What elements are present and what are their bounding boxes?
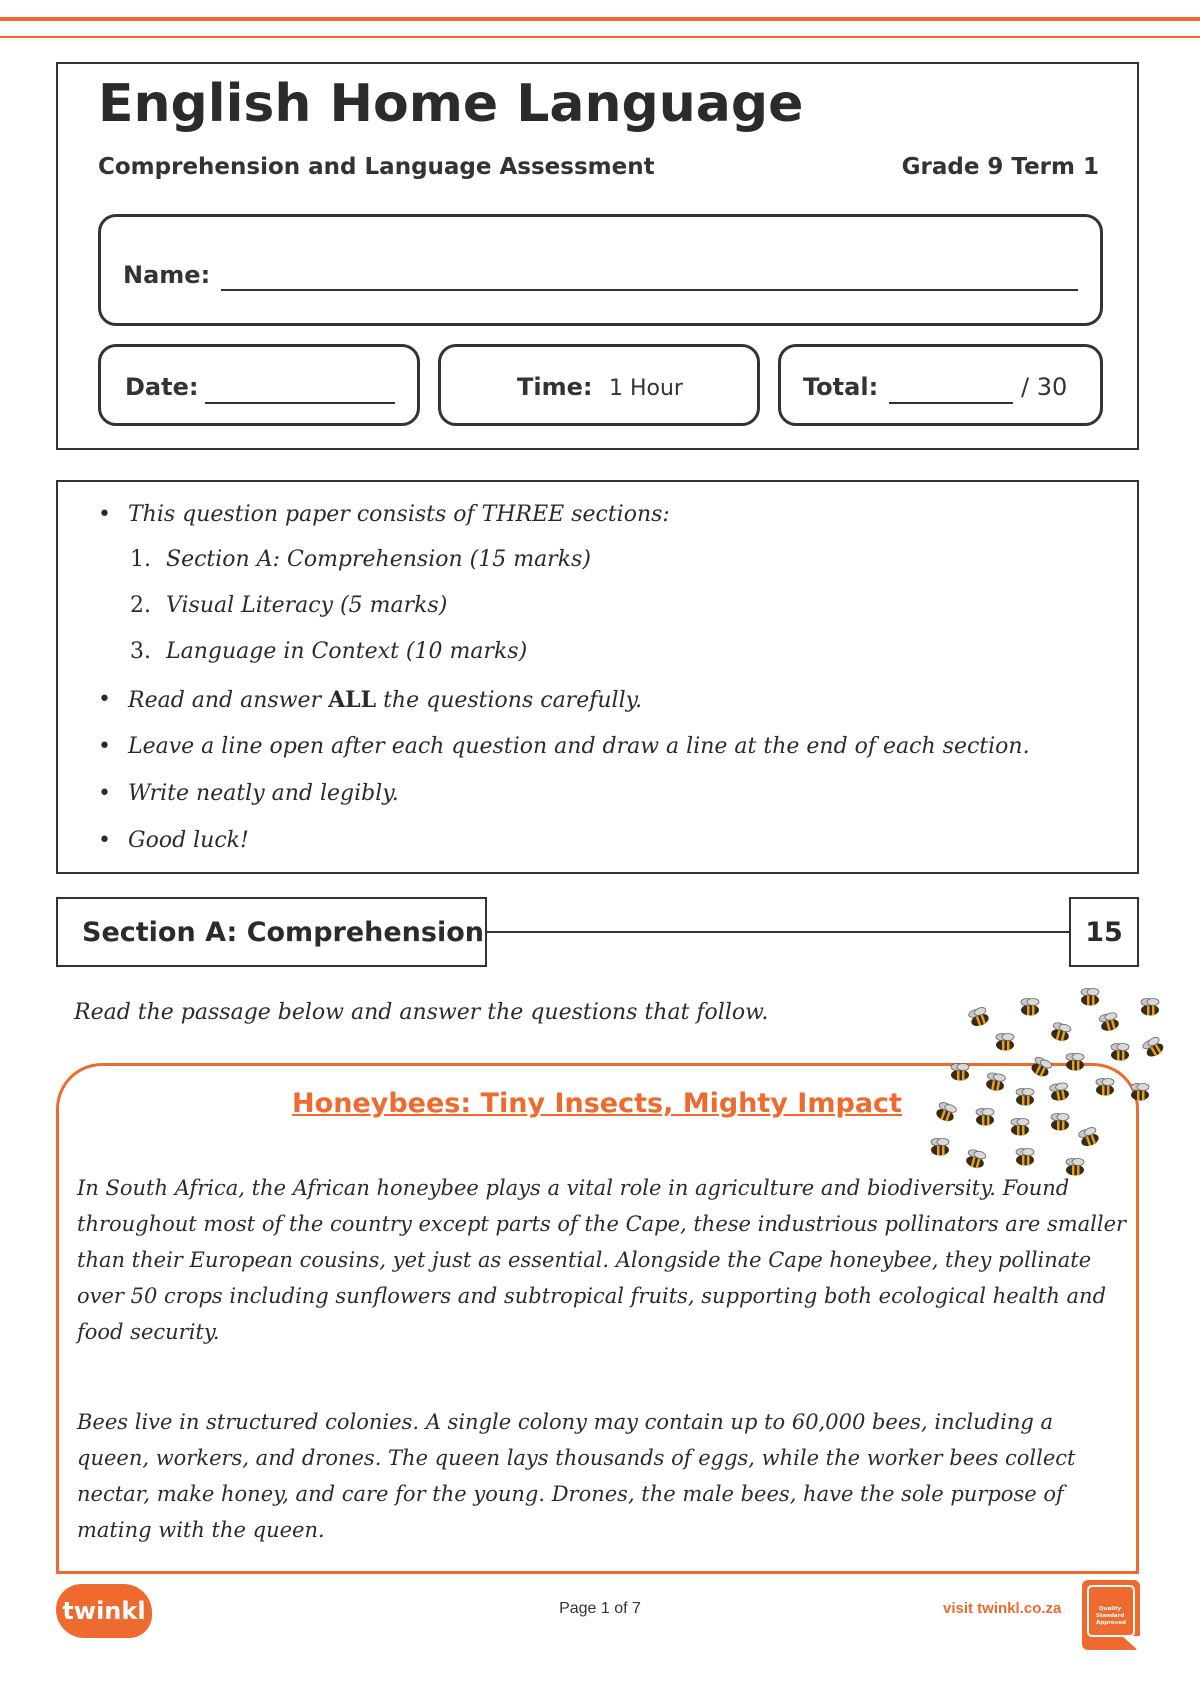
bee-swarm-illustration [900, 980, 1180, 1190]
instruction-text: Leave a line open after each question and draw a line at the end of each section. [128, 734, 1030, 759]
read-text-post: the questions carefully. [376, 688, 643, 713]
top-accent-line-thin [0, 36, 1200, 38]
time-value: 1 Hour [609, 376, 683, 401]
name-field[interactable] [98, 214, 1103, 326]
bullet: • [98, 781, 111, 806]
quality-badge-icon [1078, 1578, 1146, 1654]
section-number: 3. [130, 639, 151, 664]
twinkl-logo[interactable]: twinkl [56, 1584, 152, 1638]
section-a-title: Section A: Comprehension [56, 897, 487, 967]
time-field [438, 344, 760, 426]
date-write-line[interactable] [205, 402, 395, 404]
read-text-bold: ALL [328, 687, 377, 713]
section-number: 2. [130, 593, 151, 618]
section-text: Language in Context (10 marks) [166, 639, 528, 664]
bullet: • [98, 502, 111, 527]
passage-paragraph: Bees live in structured colonies. A single colony may contain up to 60,000 bees, including a queen, workers, and drones. The queen lays thousands of eggs, while the worker bees collect nectar, make honey, and care for the young. Drones, the male bees, have the sole purpose of mating with the queen. [77, 1410, 1076, 1542]
top-accent-line [0, 17, 1200, 21]
total-field[interactable] [778, 344, 1103, 426]
total-label: Total: [803, 373, 879, 401]
instruction-text: Write neatly and legibly. [128, 781, 399, 806]
instruction-text: Good luck! [128, 828, 249, 853]
section-number: 1. [130, 547, 151, 572]
passage-paragraph: In South Africa, the African honeybee plays a vital role in agriculture and biodiversity. Found throughout most of the country except parts of the Cape, these industrious pollinators are smaller than their European cousins, yet just as essential. Alongside the Cape honeybee, they pollinate over 50 crops including sunflowers and subtropical fruits, supporting both ecological health and food security. [77, 1176, 1127, 1344]
website-link[interactable]: visit twinkl.co.za [943, 1600, 1062, 1617]
page-title: English Home Language [98, 74, 804, 134]
bullet: • [98, 687, 111, 712]
footer-line [56, 1571, 1139, 1574]
page-number: Page 1 of 7 [559, 1600, 641, 1617]
section-a-marks: 15 [1069, 897, 1139, 967]
grade-term: Grade 9 Term 1 [901, 154, 1099, 180]
svg-text:Quality Standard Appro: Quality Standard Approved [1095, 1606, 1126, 1626]
total-max: / 30 [1021, 373, 1068, 401]
section-divider [487, 931, 1069, 933]
instruction-text: This question paper consists of THREE sections: [128, 502, 670, 527]
date-field[interactable] [98, 344, 420, 426]
instructions-box [56, 480, 1139, 874]
name-write-line[interactable] [221, 289, 1078, 291]
passage-title: Honeybees: Tiny Insects, Mighty Impact [292, 1088, 902, 1119]
section-text: Visual Literacy (5 marks) [166, 593, 448, 618]
section-text: Section A: Comprehension (15 marks) [166, 547, 591, 572]
bullet: • [98, 734, 111, 759]
date-label: Date: [125, 373, 199, 401]
header-box [56, 62, 1139, 450]
time-label: Time: [517, 373, 593, 401]
bullet: • [98, 828, 111, 853]
reading-instruction: Read the passage below and answer the questions that follow. [74, 1000, 769, 1025]
assessment-subtitle: Comprehension and Language Assessment [98, 154, 655, 180]
instruction-text [128, 687, 642, 713]
total-write-line[interactable] [889, 402, 1013, 404]
read-text-pre: Read and answer [128, 688, 329, 713]
name-label: Name: [123, 261, 211, 289]
